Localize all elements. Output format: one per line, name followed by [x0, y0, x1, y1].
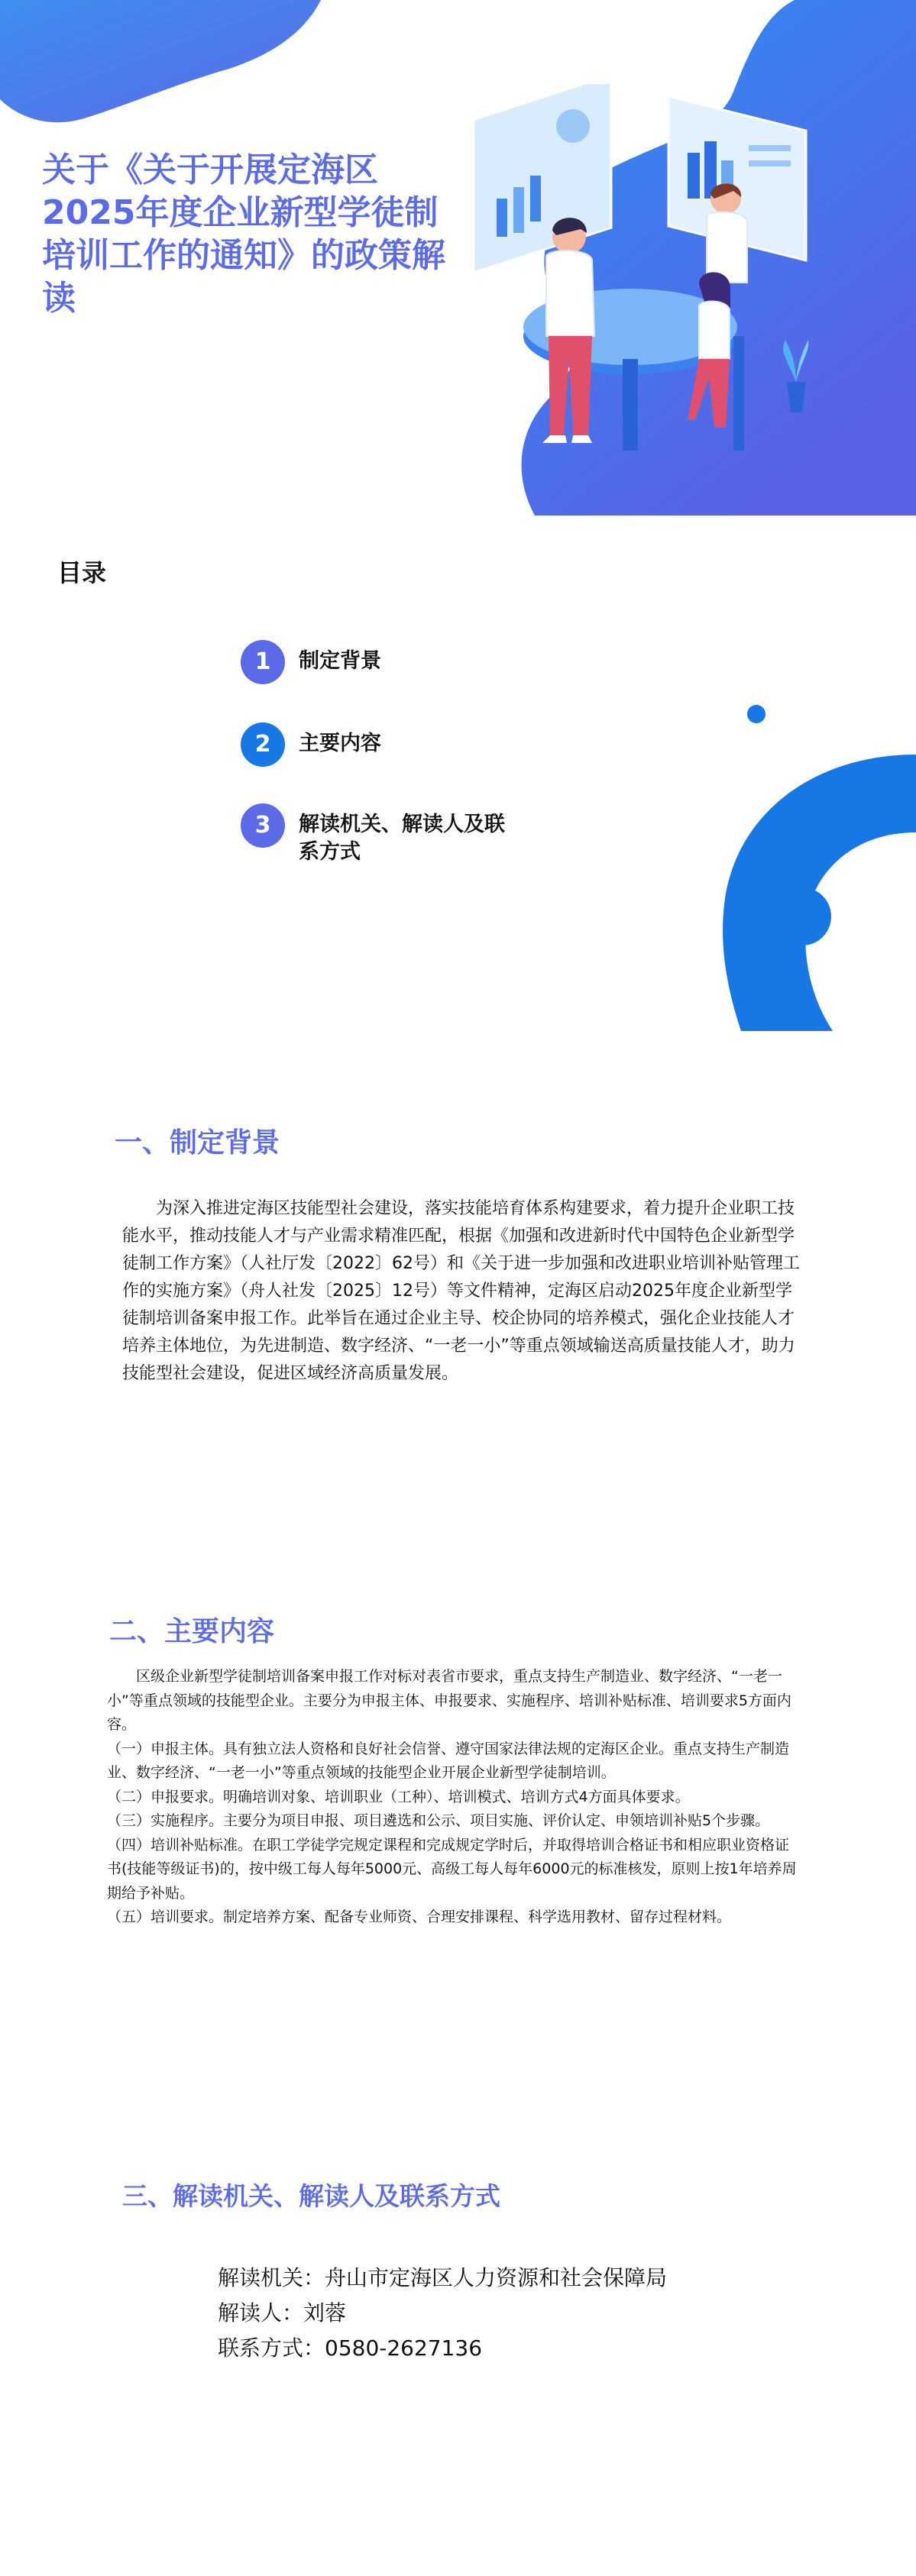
toc-heading: 目录 — [57, 558, 107, 587]
decorative-circles — [588, 695, 916, 1031]
toc-item-2[interactable] — [241, 722, 513, 767]
page-title: 关于《关于开展定海区2025年度企业新型学徒制培训工作的通知》的政策解读 — [42, 150, 445, 318]
section-1-title: 一、制定背景 — [115, 1127, 280, 1159]
section-1-body — [122, 1195, 802, 1388]
toc-number-badge: 3 — [241, 803, 285, 848]
section-2-item: （一）申报主体。具有独立法人资格和良好社会信誉、遵守国家法律法规的定海区企业。重点支持生产制造业、数字经济、“一老一小”等重点领域的技能型企业开展企业新型学徒制培训。 — [107, 1740, 790, 1781]
plant-icon — [783, 340, 808, 412]
contact-info — [218, 2261, 667, 2366]
toc-number-badge: 2 — [241, 722, 285, 767]
section-2-title: 二、主要内容 — [109, 1616, 275, 1647]
interpreter-name: 解读人：刘蓉 — [218, 2300, 347, 2326]
toc-item-label: 主要内容 — [299, 732, 381, 755]
person-left-icon — [542, 218, 594, 443]
section-2-item: （三）实施程序。主要分为项目申报、项目遴选和公示、项目实施、评价认定、申领培训补贴5个步骤。 — [107, 1812, 770, 1829]
section-2-body — [107, 1665, 798, 1930]
section-2-item: （五）培训要求。制定培养方案、配备专业师资、合理安排课程、科学选用教材、留存过程材料。 — [107, 1909, 732, 1925]
interpreting-agency: 解读机关：舟山市定海区人力资源和社会保障局 — [218, 2265, 668, 2290]
section-3-title: 三、解读机关、解读人及联系方式 — [122, 2181, 500, 2211]
section-2-item: （二）申报要求。明确培训对象、培训职业（工种）、培训模式、培训方式4方面具体要求。 — [107, 1788, 690, 1805]
team-meeting-illustration — [466, 84, 817, 481]
left-screen-icon — [474, 84, 611, 273]
toc-item-label: 解读机关、解读人及联系方式 — [299, 813, 505, 864]
toc-item-label: 制定背景 — [299, 649, 381, 673]
contact-phone: 联系方式：0580-2627136 — [218, 2335, 483, 2361]
toc-number-badge: 1 — [241, 640, 285, 684]
toc-item-1[interactable] — [241, 640, 513, 684]
section-1-paragraph: 为深入推进定海区技能型社会建设，落实技能培育体系构建要求，着力提升企业职工技能水平，推动技能人才与产业需求精准匹配，根据《加强和改进新时代中国特色企业新型学徒制工作方案》（人社厅发〔2022〕62号）和《关于进一步加强和改进职业培训补贴管理工作的实施方案》（舟人社发〔2025〕12号）等文件精神，定海区启动2025年度企业新型学徒制培训备案申报工作。此举旨在通过企业主导、校企协同的培养模式，强化企业技能人才培养主体地位，为先进制造、数字经济、“一老一小”等重点领域输送高质量技能人才，助力技能型社会建设，促进区域经济高质量发展。 — [122, 1199, 800, 1383]
section-2-item: （四）培训补贴标准。在职工学徒学完规定课程和完成规定学时后，并取得培训合格证书和相应职业资格证书(技能等级证书)的，按中级工每人每年5000元、高级工每人每年6000元的标准核发，原则上按1年培养周期给予补贴。 — [107, 1836, 797, 1902]
toc-item-3[interactable] — [241, 803, 513, 866]
section-2-intro: 区级企业新型学徒制培训备案申报工作对标对表省市要求，重点支持生产制造业、数字经济、“一老一小”等重点领域的技能型企业。主要分为申报主体、申报要求、实施程序、培训补贴标准、培训要求5方面内容。 — [107, 1668, 791, 1733]
